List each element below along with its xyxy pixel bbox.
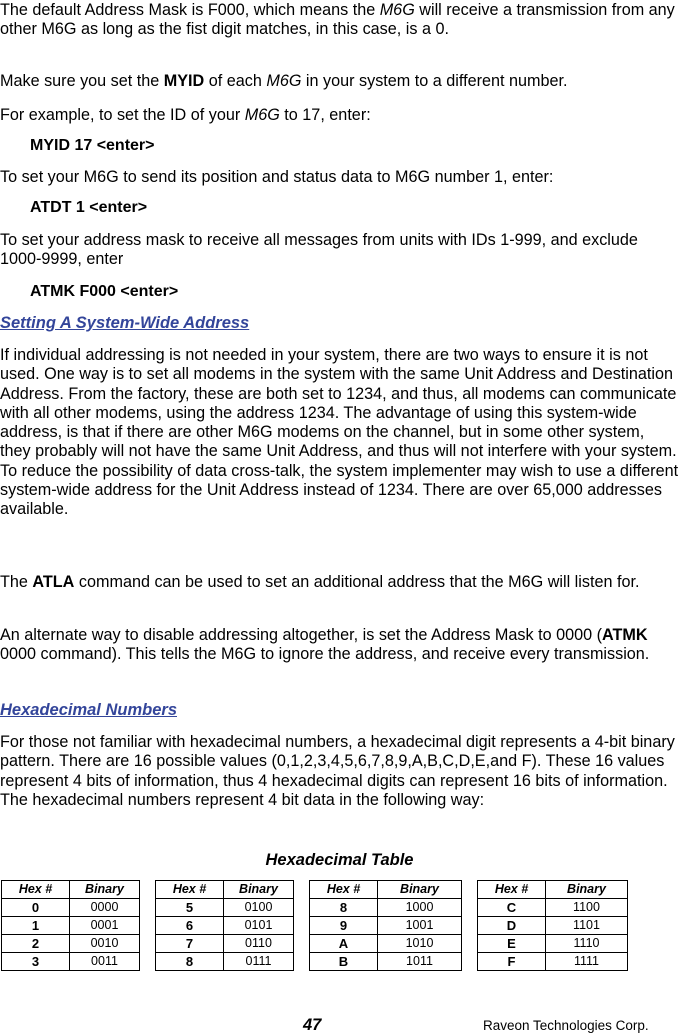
paragraph-send-position: To set your M6G to send its position and status data to M6G number 1, enter:	[0, 168, 554, 186]
binary-cell: 1100	[546, 899, 628, 917]
header-binary: Binary	[546, 881, 628, 899]
text-m6g: M6G	[266, 72, 302, 90]
command-atmk: ATMK F000 <enter>	[30, 283, 179, 300]
hex-cell: 6	[156, 917, 224, 935]
column-gap	[294, 935, 310, 953]
text: in your system to a different number.	[301, 72, 568, 90]
binary-cell: 0110	[224, 935, 294, 953]
hex-cell: A	[310, 935, 378, 953]
column-gap	[294, 881, 310, 899]
text: command can be used to set an additional address that the M6G will listen for.	[74, 573, 640, 591]
binary-cell: 0010	[70, 935, 140, 953]
command-myid: MYID 17 <enter>	[30, 137, 155, 154]
hex-cell: B	[310, 953, 378, 971]
text: An alternate way to disable addressing altogether, is set the Address Mask to 0000 (	[0, 626, 602, 644]
text: of each	[204, 72, 267, 90]
binary-cell: 1101	[546, 917, 628, 935]
hex-cell: F	[478, 953, 546, 971]
text-m6g: M6G	[379, 1, 415, 19]
paragraph-hexadecimal: For those not familiar with hexadecimal numbers, a hexadecimal digit represents a 4-bit binary pattern. There are 16 possible values (0,1,2,3,4,5,6,7,8,9,A,B,C,D,E,and F). These 16 values represent 4 bits of information, thus 4 hexadecimal digits can represent 16 bits of information. The hexadecimal numbers represent 4 bit data in the following way:	[0, 733, 675, 809]
binary-cell: 0101	[224, 917, 294, 935]
table-caption: Hexadecimal Table	[265, 851, 414, 869]
header-hex: Hex #	[156, 881, 224, 899]
hex-cell: 5	[156, 899, 224, 917]
table-row	[2, 917, 628, 935]
column-gap	[140, 899, 156, 917]
table-row	[2, 899, 628, 917]
paragraph-myid	[0, 72, 679, 91]
binary-cell: 0111	[224, 953, 294, 971]
paragraph-disable-addressing	[0, 626, 679, 665]
header-binary: Binary	[70, 881, 140, 899]
binary-cell: 1010	[378, 935, 462, 953]
paragraph-address-mask	[0, 1, 679, 40]
binary-cell: 0011	[70, 953, 140, 971]
binary-cell: 0000	[70, 899, 140, 917]
column-gap	[294, 953, 310, 971]
hex-cell: D	[478, 917, 546, 935]
page-number: 47	[303, 1016, 322, 1034]
column-gap	[140, 881, 156, 899]
column-gap	[294, 917, 310, 935]
table-header-row	[2, 881, 628, 899]
hex-cell: 3	[2, 953, 70, 971]
hex-cell: E	[478, 935, 546, 953]
hex-cell: 2	[2, 935, 70, 953]
paragraph-system-wide: If individual addressing is not needed in your system, there are two ways to ensure it is not used. One way is to set all modems in the system with the same Unit Address and Destination Address. From the factory, these are both set to 1234, and thus, all modems can communicate with all other modems, using the address 1234. The advantage of using this system-wide address, is that if there are other M6G modems on the channel, but in some other system, they probably will not have the same Unit Address, and thus will not interfere with your system. To reduce the possibility of data cross-talk, the system implementer may wish to use a different system-wide address for the Unit Address instead of 1234. There are over 65,000 addresses available.	[0, 346, 679, 519]
text: will receive a transmission from any other M6G as long as the fist digit matches, in this case, is a 0.	[0, 1, 675, 39]
header-hex: Hex #	[478, 881, 546, 899]
paragraph-example	[0, 106, 679, 125]
column-gap	[462, 953, 478, 971]
binary-cell: 0001	[70, 917, 140, 935]
paragraph-address-mask-range: To set your address mask to receive all messages from units with IDs 1-999, and exclude 1000-9999, enter	[0, 231, 638, 269]
text-m6g: M6G	[244, 106, 280, 124]
header-binary: Binary	[378, 881, 462, 899]
binary-cell: 0100	[224, 899, 294, 917]
table-row	[2, 935, 628, 953]
column-gap	[140, 935, 156, 953]
binary-cell: 1001	[378, 917, 462, 935]
command-atdt: ATDT 1 <enter>	[30, 199, 148, 216]
binary-cell: 1000	[378, 899, 462, 917]
text-atmk: ATMK	[602, 626, 648, 644]
column-gap	[462, 935, 478, 953]
text: 0000 command). This tells the M6G to ignore the address, and receive every transmission.	[0, 645, 650, 664]
hex-cell: 0	[2, 899, 70, 917]
binary-cell: 1111	[546, 953, 628, 971]
column-gap	[140, 917, 156, 935]
column-gap	[462, 917, 478, 935]
hex-cell: 8	[310, 899, 378, 917]
table-row	[2, 953, 628, 971]
text-myid: MYID	[163, 72, 205, 90]
hex-cell: 9	[310, 917, 378, 935]
paragraph-atla	[0, 573, 679, 592]
hex-cell: 7	[156, 935, 224, 953]
hexadecimal-table	[1, 880, 628, 971]
column-gap	[462, 899, 478, 917]
column-gap	[462, 881, 478, 899]
hex-cell: 1	[2, 917, 70, 935]
header-hex: Hex #	[310, 881, 378, 899]
text: The default Address Mask is F000, which means the	[0, 1, 380, 19]
binary-cell: 1110	[546, 935, 628, 953]
heading-system-wide-address: Setting A System-Wide Address	[0, 314, 250, 332]
text: The	[0, 573, 33, 591]
hex-cell: C	[478, 899, 546, 917]
text-atla: ATLA	[32, 573, 75, 591]
header-binary: Binary	[224, 881, 294, 899]
hex-cell: 8	[156, 953, 224, 971]
text: For example, to set the ID of your	[0, 106, 245, 124]
column-gap	[294, 899, 310, 917]
header-hex: Hex #	[2, 881, 70, 899]
binary-cell: 1011	[378, 953, 462, 971]
text: to 17, enter:	[279, 106, 371, 124]
company-name: Raveon Technologies Corp.	[483, 1018, 649, 1033]
text: Make sure you set the	[0, 72, 164, 90]
heading-hexadecimal-numbers: Hexadecimal Numbers	[0, 701, 177, 719]
column-gap	[140, 953, 156, 971]
